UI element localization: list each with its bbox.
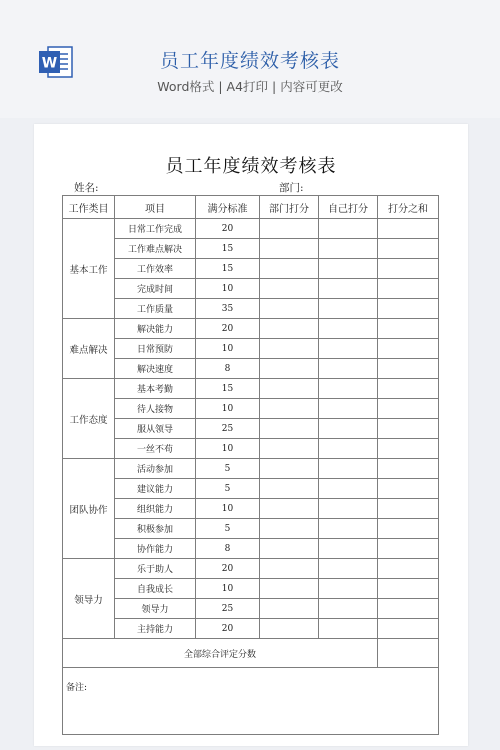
dept-score-field[interactable] [260, 359, 319, 379]
dept-score-field[interactable] [260, 299, 319, 319]
table-row [63, 499, 439, 519]
table-row [63, 459, 439, 479]
dept-score-field[interactable] [260, 619, 319, 639]
self-score-field[interactable] [319, 279, 378, 299]
score-cell: 15 [196, 259, 260, 279]
item-cell: 工作质量 [115, 299, 196, 319]
dept-score-field[interactable] [260, 379, 319, 399]
item-cell: 工作难点解决 [115, 239, 196, 259]
item-cell: 工作效率 [115, 259, 196, 279]
score-cell: 5 [196, 519, 260, 539]
self-score-field[interactable] [319, 559, 378, 579]
item-cell: 领导力 [115, 599, 196, 619]
self-score-field[interactable] [319, 359, 378, 379]
score-sum-field[interactable] [378, 579, 439, 599]
dept-score-field[interactable] [260, 339, 319, 359]
table-row [63, 219, 439, 239]
score-cell: 25 [196, 599, 260, 619]
score-cell: 8 [196, 539, 260, 559]
dept-score-field[interactable] [260, 539, 319, 559]
self-score-field[interactable] [319, 479, 378, 499]
dept-score-field[interactable] [260, 599, 319, 619]
item-cell: 建议能力 [115, 479, 196, 499]
table-row [63, 259, 439, 279]
table-row [63, 239, 439, 259]
header-score-sum: 打分之和 [378, 196, 439, 219]
score-cell: 5 [196, 479, 260, 499]
score-cell: 15 [196, 379, 260, 399]
score-sum-field[interactable] [378, 259, 439, 279]
score-sum-field[interactable] [378, 419, 439, 439]
total-label: 全部综合评定分数 [63, 639, 378, 668]
department-label: 部门: [279, 182, 304, 194]
self-score-field[interactable] [319, 599, 378, 619]
item-cell: 自我成长 [115, 579, 196, 599]
dept-score-field[interactable] [260, 419, 319, 439]
category-cell: 团队协作 [63, 459, 115, 559]
item-cell: 日常工作完成 [115, 219, 196, 239]
item-cell: 待人接物 [115, 399, 196, 419]
dept-score-field[interactable] [260, 579, 319, 599]
self-score-field[interactable] [319, 579, 378, 599]
item-cell: 完成时间 [115, 279, 196, 299]
score-sum-field[interactable] [378, 319, 439, 339]
score-cell: 10 [196, 499, 260, 519]
dept-score-field[interactable] [260, 499, 319, 519]
self-score-field[interactable] [319, 499, 378, 519]
item-cell: 解决能力 [115, 319, 196, 339]
item-cell: 乐于助人 [115, 559, 196, 579]
notes-label: 备注: [66, 683, 88, 693]
dept-score-field[interactable] [260, 219, 319, 239]
item-cell: 日常预防 [115, 339, 196, 359]
total-row [63, 639, 439, 668]
score-cell: 10 [196, 579, 260, 599]
score-sum-field[interactable] [378, 239, 439, 259]
table-row [63, 439, 439, 459]
table-row [63, 619, 439, 639]
table-row [63, 419, 439, 439]
score-cell: 15 [196, 239, 260, 259]
dept-score-field[interactable] [260, 439, 319, 459]
score-sum-field[interactable] [378, 439, 439, 459]
self-score-field[interactable] [319, 299, 378, 319]
score-sum-field[interactable] [378, 619, 439, 639]
header-category: 工作类目 [63, 196, 115, 219]
score-sum-field[interactable] [378, 499, 439, 519]
score-sum-field[interactable] [378, 379, 439, 399]
table-row [63, 559, 439, 579]
score-cell: 20 [196, 619, 260, 639]
score-sum-field[interactable] [378, 479, 439, 499]
score-cell: 5 [196, 459, 260, 479]
item-cell: 组织能力 [115, 499, 196, 519]
score-sum-field[interactable] [378, 459, 439, 479]
score-cell: 20 [196, 319, 260, 339]
score-cell: 10 [196, 279, 260, 299]
table-row [63, 539, 439, 559]
self-score-field[interactable] [319, 379, 378, 399]
document-title: 员工年度绩效考核表 [165, 156, 337, 177]
score-cell: 20 [196, 559, 260, 579]
banner-title: 员工年度绩效考核表 [159, 50, 340, 72]
dept-score-field[interactable] [260, 259, 319, 279]
table-row [63, 359, 439, 379]
document-page [34, 124, 468, 746]
name-label: 姓名: [74, 182, 99, 194]
table-row [63, 519, 439, 539]
item-cell: 服从领导 [115, 419, 196, 439]
category-cell: 基本工作 [63, 219, 115, 319]
score-sum-field[interactable] [378, 599, 439, 619]
banner-subtitle: Word格式 | A4打印 | 内容可更改 [157, 79, 343, 94]
score-cell: 10 [196, 339, 260, 359]
dept-score-field[interactable] [260, 519, 319, 539]
score-cell: 10 [196, 439, 260, 459]
self-score-field[interactable] [319, 439, 378, 459]
score-sum-field[interactable] [378, 399, 439, 419]
header-self-score: 自己打分 [319, 196, 378, 219]
item-cell: 积极参加 [115, 519, 196, 539]
table-row [63, 319, 439, 339]
score-cell: 8 [196, 359, 260, 379]
score-cell: 35 [196, 299, 260, 319]
score-sum-field[interactable] [378, 279, 439, 299]
category-cell: 难点解决 [63, 319, 115, 379]
performance-table [62, 195, 439, 735]
score-sum-field[interactable] [378, 559, 439, 579]
self-score-field[interactable] [319, 339, 378, 359]
dept-score-field[interactable] [260, 279, 319, 299]
item-cell: 基本考勤 [115, 379, 196, 399]
score-sum-field[interactable] [378, 219, 439, 239]
table-row [63, 299, 439, 319]
item-cell: 解决速度 [115, 359, 196, 379]
dept-score-field[interactable] [260, 459, 319, 479]
score-sum-field[interactable] [378, 539, 439, 559]
notes-row [63, 668, 439, 735]
score-cell: 20 [196, 219, 260, 239]
category-cell: 领导力 [63, 559, 115, 639]
self-score-field[interactable] [319, 519, 378, 539]
table-row [63, 339, 439, 359]
header-item: 项目 [115, 196, 196, 219]
item-cell: 主持能力 [115, 619, 196, 639]
score-cell: 10 [196, 399, 260, 419]
self-score-field[interactable] [319, 319, 378, 339]
item-cell: 活动参加 [115, 459, 196, 479]
svg-text:W: W [41, 55, 58, 72]
self-score-field[interactable] [319, 419, 378, 439]
table-header-row [63, 196, 439, 219]
self-score-field[interactable] [319, 539, 378, 559]
self-score-field[interactable] [319, 459, 378, 479]
self-score-field[interactable] [319, 259, 378, 279]
item-cell: 协作能力 [115, 539, 196, 559]
dept-score-field[interactable] [260, 319, 319, 339]
score-sum-field[interactable] [378, 339, 439, 359]
total-score-field[interactable] [378, 639, 439, 668]
dept-score-field[interactable] [260, 239, 319, 259]
score-cell: 25 [196, 419, 260, 439]
score-sum-field[interactable] [378, 359, 439, 379]
dept-score-field[interactable] [260, 479, 319, 499]
banner [0, 0, 500, 118]
score-sum-field[interactable] [378, 299, 439, 319]
table-row [63, 479, 439, 499]
header-dept-score: 部门打分 [260, 196, 319, 219]
table-row [63, 599, 439, 619]
table-row [63, 379, 439, 399]
score-sum-field[interactable] [378, 519, 439, 539]
item-cell: 一丝不苟 [115, 439, 196, 459]
self-score-field[interactable] [319, 239, 378, 259]
notes-field[interactable] [63, 668, 439, 735]
dept-score-field[interactable] [260, 559, 319, 579]
category-cell: 工作态度 [63, 379, 115, 459]
self-score-field[interactable] [319, 619, 378, 639]
table-row [63, 579, 439, 599]
table-row [63, 279, 439, 299]
header-full-score: 满分标准 [196, 196, 260, 219]
table-row [63, 399, 439, 419]
self-score-field[interactable] [319, 219, 378, 239]
dept-score-field[interactable] [260, 399, 319, 419]
self-score-field[interactable] [319, 399, 378, 419]
